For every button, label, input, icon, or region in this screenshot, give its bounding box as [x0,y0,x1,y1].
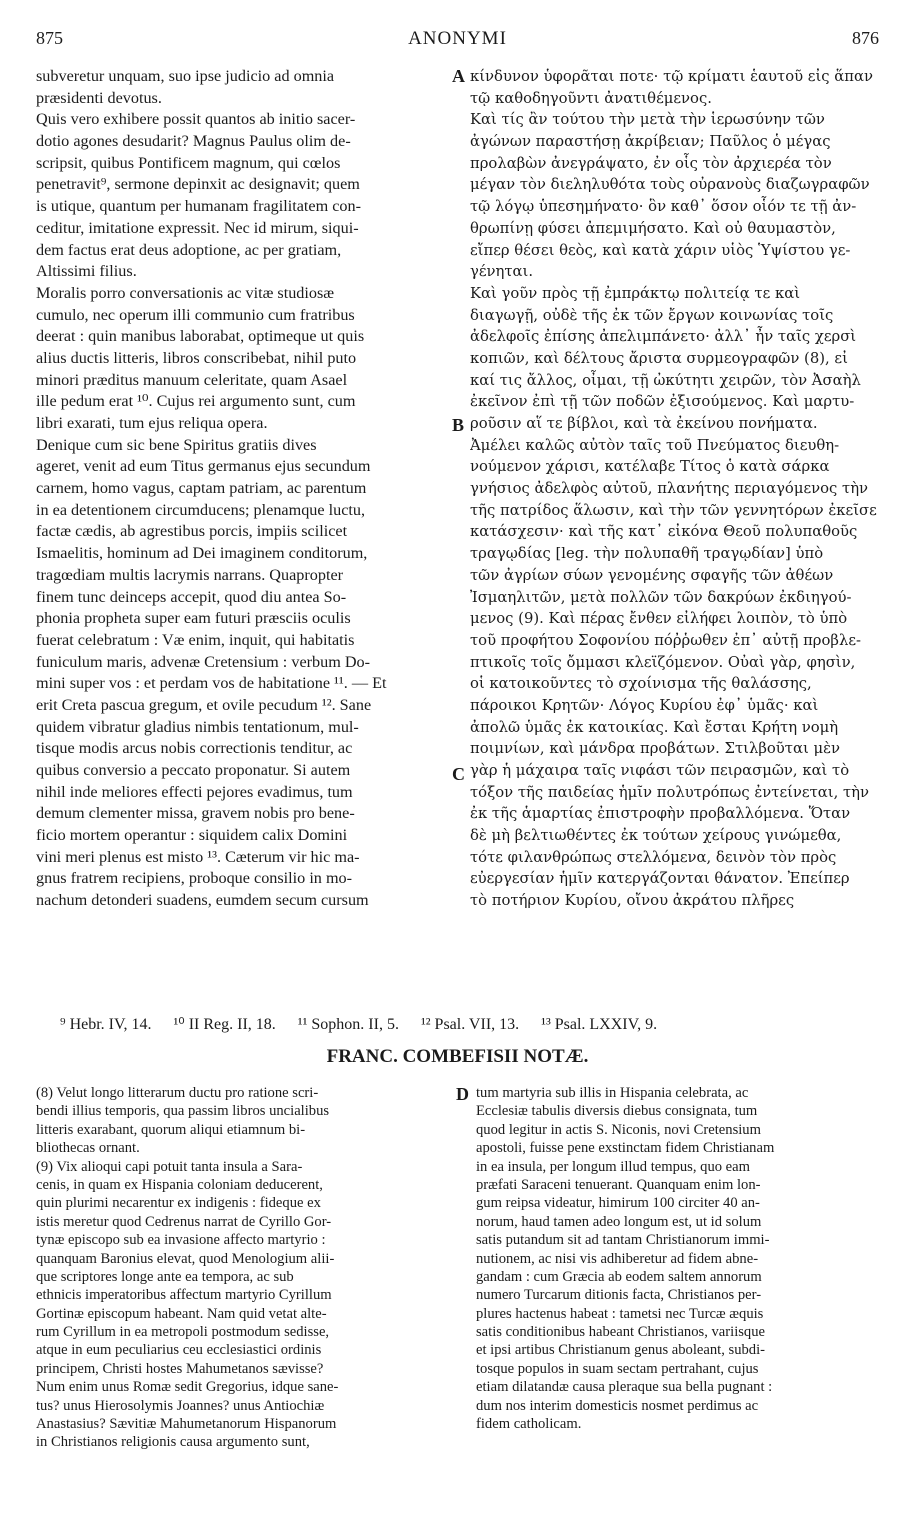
greek-text-line: τραγῳδίας [leg. τὴν πολυπαθῆ τραγῳδίαν] ὑπὸ [470,545,824,563]
note-text-line: cenis, in quam ex Hispania coloniam deducerent, [36,1176,323,1193]
notes-right-column [476,1084,886,1433]
greek-text-line: κατάσχεσιν· καὶ τῆς κατ᾽ εἰκόνα Θεοῦ πολυπαθοῦς [470,523,858,541]
greek-text-line: θρωπίνῃ φύσει ἀπεμιμήσατο. Καὶ οὐ θαυμαστὸν, [470,219,836,237]
latin-text-line: vini meri plenus est misto ¹³. Cæterum vir hic ma- [36,847,360,866]
greek-text-line: οἱ κατοικοῦντες τὸ σχοίνισμα τῆς θαλάσσης, [470,675,812,693]
note-text-line: plures hactenus habeat : tametsi nec Turcæ æquis [476,1305,764,1322]
greek-text-line: μενος (9). Καὶ πέρας ἔνθεν εἰλήφει λοιπὸν, τὸ ὑπὸ [470,610,848,628]
greek-text-line: καί τις ἄλλος, οἶμαι, τῇ ὠκύτητι χειρῶν, τὸν Ἀσαὴλ [470,371,861,389]
latin-text-line: phonia propheta super eam futuri præsciis oculis [36,609,351,628]
latin-text-line: fuerat celebratum : Væ enim, inquit, qui habitatis [36,630,355,649]
latin-text-line: nihil inde meliores effecti pejores evadimus, tum [36,782,353,801]
note-text-line: Gortinæ episcopum habeant. Nam quid vetat alte- [36,1305,327,1322]
greek-text-line: ποιμνίων, καὶ μάνδρα προβάτων. Στιλβοῦται μὲν [470,740,841,758]
latin-text-line: libri exarati, tum ejus reliqua opera. [36,414,268,432]
greek-text-line: διαγωγῇ, οὐδὲ τῆς ἐκ τῶν ἔργων κοινωνίας τοῖς [470,306,834,324]
note-text-line: Anastasius? Sævitiæ Mahumetanorum Hispanorum [36,1416,337,1433]
running-title: ANONYMI [408,28,507,49]
latin-text-line: minori præditus manuum celeritate, quam Asael [36,370,348,389]
margin-letter-d: D [456,1084,469,1104]
latin-text-line: demum clementer missa, gravem nobis pro bene- [36,804,355,823]
note-text-line: quin plurimi necarentur ex indigenis : fideque ex [36,1195,321,1212]
footnote: ¹¹ Sophon. II, 5. [297,1016,399,1033]
greek-text-line: τῆς πατρίδος ἅλωσιν, καὶ τὴν τῶν γεννητόρων ἐκεῖσε [470,501,877,519]
latin-text-line: erit Creta pascua gregum, et ovile pecudum ¹². Sane [36,695,372,714]
note-text-line: in Christianos religionis causa argumento sunt, [36,1434,310,1451]
latin-text-line: carnem, homo vagus, captam patriam, ac parentum [36,479,367,498]
greek-text-line: κοπιῶν, καὶ δέλτους ἄριστα συρμεογραφῶν (8), εἰ [470,349,848,367]
margin-letter-c: C [452,764,465,784]
latin-text-line: quibus conversio a peccato proponatur. Si autem [36,761,351,779]
note-text-line: rum Cyrillum in ea metropoli postmodum sedisse, [36,1324,330,1341]
greek-text-line: νούμενον χάρισι, κατέλαβε Τίτος ὁ κατὰ σάρκα [470,458,830,476]
note-text-line: litteris exarabant, quorum aliqui etiamnum bi- [36,1121,306,1138]
greek-text-line: προλαβὼν ἀνεγράψατο, ἐν οἷς τὸν ἀρχιερέα τὸν [470,154,832,172]
greek-text-line: ροῦσιν αἵ τε βίβλοι, καὶ τὰ ἐκείνου πονήματα. [470,415,818,432]
latin-text-line: Denique cum sic bene Spiritus gratiis dives [36,435,317,454]
note-text-line: fidem catholicam. [476,1416,582,1433]
greek-text-line: ἐκεῖνον ἐπὶ τῇ τῶν ποδῶν ἐξισούμενος. Καὶ μαρτυ- [470,393,855,411]
note-text-line: principem, Christi hostes Mahumetanos sævisse? [36,1360,324,1377]
greek-text-line: τῷ λόγῳ ὑπεσημήνατο· ὃν καθ᾽ ὅσον οἷόν τε τῇ ἀν- [470,198,857,216]
greek-text-line: τοῦ προφήτου Σοφονίου πόῤῥωθεν ἐπ᾽ αὐτῇ προβλε- [470,631,861,649]
latin-text-line: ageret, venit ad eum Titus germanus ejus secundum [36,457,371,476]
greek-text-line: κίνδυνον ὑφορᾶται ποτε· τῷ κρίματι ἑαυτοῦ εἰς ἅπαν [470,68,873,85]
note-text-line: gum reipsa videatur, himirum 100 circiter 40 an- [476,1195,760,1212]
note-text-line: quanquam Baronius elevat, quod Menologium alii- [36,1250,335,1267]
greek-text-line: Ἀμέλει καλῶς αὐτὸν ταῖς τοῦ Πνεύματος διευθη- [470,436,840,454]
note-text-line: satis putandum sit ad tantam Christianorum immi- [476,1232,770,1249]
greek-text-line: γένηται. [470,263,534,281]
greek-text-line: πτικοῖς τοῖς ὄμμασι κλεϊζόμενον. Οὐαὶ γὰρ, φησὶν, [470,653,856,671]
greek-text-line: Καὶ γοῦν πρὸς τῇ ἐμπράκτῳ πολιτείᾳ τε καὶ [470,284,801,302]
margin-letter-b: B [452,415,465,435]
note-text-line: tum martyria sub illis in Hispania celebrata, ac [476,1085,749,1101]
note-text-line: etiam dilatandæ causa pleraque sua bella pugnant : [476,1379,773,1396]
greek-text-line: εἴπερ θέσει θεὸς, καὶ κατὰ χάριν υἱὸς Ὑψίστου γε- [470,241,851,259]
latin-text-line: ille pedum erat ¹⁰. Cujus rei argumento sunt, cum [36,392,356,411]
note-text-line: tus? unus Hierosolymis Joannes? unus Antiochiæ [36,1397,325,1414]
latin-text-line: factæ cædis, ab agrestibus porcis, impiis scilicet [36,522,348,541]
latin-text-line: Moralis porro conversationis ac vitæ studiosæ [36,283,335,302]
latin-text-line: finem tunc deinceps accepit, quod diu antea So- [36,587,347,606]
greek-text-line: τόξον τῆς παιδείας ἡμῖν πολυτρόπως ἐντείνεται, τὴν [470,783,870,801]
note-text-line: Num enim unus Romæ sedit Gregorius, idque sane- [36,1379,339,1396]
greek-text-line: ἀπολῶ ὑμᾶς ἐκ κατοικίας. Καὶ ἔσται Κρήτη νομὴ [470,718,839,736]
greek-text-line: τῶν ἀγρίων σύων γενομένης σφαγῆς τῶν ἀθέων [470,566,834,584]
note-text-line: atque in eum peculiarius ceu ecclesiastici ordinis [36,1342,322,1359]
greek-text-line: τῷ καθοδηγοῦντι ἀνατιθέμενος. [470,89,712,107]
latin-text-line: is utique, quantum per humanam fragilitatem con- [36,197,362,216]
greek-column [470,66,880,912]
note-text-line: præfati Saraceni tenuerant. Quanquam enim lon- [476,1176,761,1193]
note-text-line: tynæ episcopo sub ea invasione affecto martyrio : [36,1232,326,1249]
latin-text-line: in ea detentionem circumducens; plenamque luctu, [36,500,366,519]
footnote: ¹² Psal. VII, 13. [420,1016,520,1033]
latin-text-line: cumulo, nec operum illi communio cum fratribus [36,305,355,324]
footnote: ¹³ Psal. LXXIV, 9. [541,1016,658,1033]
latin-text-line: dotio agones desudarit? Magnus Paulus olim de- [36,132,351,151]
latin-text-line: quidem vibratur gladius nimbis tentationum, mul- [36,717,359,736]
greek-text-line: Ἰσμαηλιτῶν, μετὰ πολλῶν τῶν δακρύων ἐκδιηγού- [470,588,852,606]
page-number-left: 875 [36,28,63,48]
note-text-line: et ipsi artibus Christianum genus aboleant, subdi- [476,1342,765,1359]
note-text-line: in ea insula, per longum illud tempus, quo eam [476,1158,750,1175]
greek-text-line: μέγαν τὸν διεληλυθότα τοὺς οὐρανοὺς διαζωγραφῶν [470,176,870,194]
greek-text-line: Καὶ τίς ἂν τούτου τὴν μετὰ τὴν ἱερωσύνην τῶν [470,111,825,129]
note-text-line: nutionem, ac nisi vis adhiberetur ad fidem abne- [476,1250,759,1267]
footnotes [60,1014,679,1034]
latin-text-line: tragœdiam multis lacrymis narrans. Quapropter [36,565,344,584]
latin-text-line: Quis vero exhibere possit quantos ab initio sacer- [36,110,356,129]
latin-text-line: Ismaelitis, hominum ad Dei imaginem conditorum, [36,544,368,563]
greek-text-line: γνήσιος ἀδελφὸς αὐτοῦ, πλανήτης περιαγόμενος τὴν [470,480,869,498]
latin-text-line: Altissimi filius. [36,262,137,281]
notes-title: FRANC. COMBEFISII NOTÆ. [326,1046,589,1067]
latin-text-line: tisque modis arcus nobis correctionis tenditur, ac [36,739,353,758]
latin-text-line: penetravit⁹, sermone depinxit ac designavit; quem [36,175,360,194]
latin-text-line: præsidenti devotus. [36,88,162,107]
note-text-line: ethnicis imperatoribus affectum martyrio Cyrillum [36,1287,332,1304]
latin-text-line: dem factus erat deus adoptione, ac per gratiam, [36,240,342,259]
greek-text-line: ἐκ τῆς ἁμαρτίας ἐπιστροφὴν προβαλλόμενα. Ὅταν [470,805,851,823]
greek-text-line: ἀδελφοῖς ἐπίσης ἀπελιμπάνετο· ἀλλ᾽ ἦν ταῖς χερσὶ [470,328,857,346]
note-text-line: Ecclesiæ tabulis diversis diebus consignata, tum [476,1103,758,1120]
note-text-line: tosque populos in suam sectam pertrahant, cujus [476,1360,759,1377]
note-text-line: istis meretur quod Cedrenus narrat de Cyrillo Gor- [36,1213,332,1230]
note-text-line: quod legitur in actis S. Niconis, novi Cretensium [476,1121,761,1138]
latin-text-line: ficio mortem operantur : siquidem calix Domini [36,826,348,845]
greek-text-line: πάροικοι Κρητῶν· Λόγος Κυρίου ἐφ᾽ ὑμᾶς· καὶ [470,696,819,714]
latin-text-line: funiculum maris, advenæ Cretensium : verbum Do- [36,652,371,671]
latin-text-line: deerat : quin manibus laborabat, optimeque ut quis [36,327,365,346]
note-text-line: (8) Velut longo litterarum ductu pro ratione scri- [36,1085,319,1101]
greek-text-line: εὐεργεσίαν ἡμῖν κατεργάζονται θάνατον. Ἐπείπερ [470,870,850,888]
footnote: ⁹ Hebr. IV, 14. [60,1016,152,1033]
note-text-line: dum nos interim domesticis nosmet perdimus ac [476,1397,759,1414]
note-text-line: bendi illius temporis, qua passim libros uncialibus [36,1103,330,1120]
latin-text-line: subveretur unquam, suo ipse judicio ad omnia [36,67,335,85]
latin-text-line: alius ductis litteris, libros conscribebat, nihil puto [36,348,357,367]
page-number-right: 876 [852,28,879,48]
note-text-line: bliothecas ornant. [36,1140,140,1157]
latin-text-line: scripsit, quibus Pontificem magnum, qui cœlos [36,153,341,172]
latin-text-line: mini super vos : et perdam vos de habitatione ¹¹. — Et [36,674,387,693]
latin-text-line: ceditur, imitatione expressit. Nec id mirum, siqui- [36,218,359,237]
greek-text-line: τότε φιλανθρώπως στελλόμενα, δεινὸν τὸν πρὸς [470,848,837,866]
note-text-line: gandam : cum Græcia ab eodem saltem annorum [476,1268,762,1285]
note-text-line: (9) Vix alioqui capi potuit tanta insula a Sara- [36,1158,303,1175]
greek-text-line: δὲ μὴ βελτιωθέντες ἐκ τούτων χείρους γινώμεθα, [470,827,842,845]
note-text-line: apostoli, fuisse pene exstinctam fidem Christianam [476,1140,775,1157]
note-text-line: satis conditionibus habeant Christianos, variisque [476,1324,765,1341]
latin-text-line: nachum detonderi suadens, eumdem secum cursum [36,891,369,910]
footnote: ¹⁰ II Reg. II, 18. [173,1016,276,1033]
margin-letter-a: A [452,66,465,86]
latin-text-line: gnus fratrem recipiens, proboque consilio in mo- [36,869,353,888]
notes-left-column [36,1084,454,1452]
greek-text-line: ἀγώνων παραστήσῃ ἀκρίβειαν; Παῦλος ὁ μέγας [470,133,831,151]
note-text-line: norum, haud tamen adeo longum est, ut id solum [476,1213,762,1230]
note-text-line: numero Turcarum ditionis facta, Christianos per- [476,1287,762,1304]
greek-text-line: γὰρ ἡ μάχαιρα ταῖς νιφάσι τῶν πειρασμῶν, καὶ τὸ [470,762,850,779]
note-text-line: que scriptores longe ante ea tempora, ac sub [36,1268,294,1285]
page-header [36,28,879,58]
greek-text-line: τὸ ποτήριον Κυρίου, οἴνου ἀκράτου πλῆρες [470,892,795,910]
latin-column [36,66,446,912]
